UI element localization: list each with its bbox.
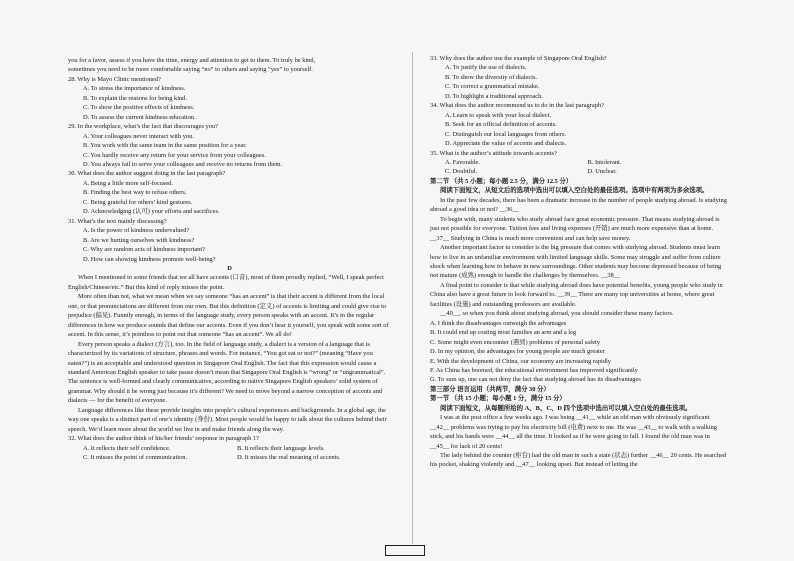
passage-paragraph: The lady behind the counter (柜台) had the old man in such a state (状态) further __46__ 20 cents. He searched his pocket, shaking violently and __47__ looking upset. But instead of letting the xyxy=(430,452,727,469)
question-stem: 31. What’s the text mainly discussing? xyxy=(68,217,167,225)
answer-option: B. You work with the same team in the same position for a year. xyxy=(83,142,247,150)
answer-option: D. It misses the real meaning of accents. xyxy=(237,454,341,462)
answer-option: A. To stress the importance of kindness. xyxy=(83,85,186,93)
answer-option: A. Learn to speak with your local dialect. xyxy=(445,111,551,119)
passage-paragraph: More often than not, what we mean when we say someone “has an accent” is that their accent is different from the local one, or that pronunciations are different from our own. But this definition (定义) of accents is limiting and could give rise to prejudice (偏见). Funnily enough, in terms of the language study, every person speaks with an accent. It’s in the regular differences in how we produce sounds that define our accents. Even if you don’t hear it yourself, you speak with some sort of accent. In this sense, it’s pointless to point out that someone “has an accent”. We all do! xyxy=(68,293,389,339)
passage-paragraph: When I mentioned to some friends that we all have accents (口音), most of them proudly replied, “Well, I speak perfect English/Chinese/etc.” But this kind of reply misses the point. xyxy=(68,274,384,291)
answer-option: D. How can showing kindness promote well-being? xyxy=(83,255,216,263)
section-header: 第一节 （共 15 小题；每小题 1 分，满分 15 分） xyxy=(430,395,566,403)
question-stem: 32. What does the author think of his/her friends’ response in paragraph 1? xyxy=(68,435,259,443)
passage-paragraph: To begin with, many students who study abroad face great economic pressure. That means studying abroad is just not possible for everyone. Tuition fees and living expenses (开销) are much more expensive than at home. __37__ Studying in China is much more convenient and can help save money. xyxy=(430,215,720,242)
fill-option: F. As China has boomed, the educational environment has improved significantly xyxy=(430,366,638,374)
answer-option: C. To show the positive effects of kindness. xyxy=(83,104,195,112)
answer-option: D. To highlight a traditional approach. xyxy=(445,92,543,100)
answer-option: C. It misses the point of communication. xyxy=(83,454,188,462)
answer-option: A. Being a little more self-focused. xyxy=(83,179,173,187)
answer-option: D. Appreciate the value of accents and dialects. xyxy=(445,140,567,148)
passage-paragraph: Another important factor to consider is the big pressure that comes with studying abroad. Students must learn how to live in an unfamiliar environment with limited language skills. Some may struggle and suffer from culture shock when learning how to behave in new surroundings. Other students may become depressed because of being not mature (成熟) enough to handle the challenges by themselves. __38__ xyxy=(430,244,722,280)
fill-option: C. Some might even encounter (遇到) problems of personal safety xyxy=(430,338,601,346)
question-stem: 30. What does the author suggest doing in the last paragraph? xyxy=(68,170,226,178)
section-instruction: 阅读下面短文，从每题所给的 A、B、C、D 四个选项中选出可以填入空白处的最佳选项。 xyxy=(440,404,692,412)
answer-option: A. Is the power of kindness undervalued? xyxy=(83,227,190,235)
part-header: 第三部分 语言运用（共两节，满分 30 分） xyxy=(430,385,550,393)
answer-option: B. It reflects their language levels. xyxy=(237,444,325,452)
answer-option: C. Being grateful for others’ kind gestures. xyxy=(83,198,193,206)
section-header: 第二节 （共 5 小题；每小题 2.5 分，满分 12.5 分） xyxy=(430,177,573,185)
passage-paragraph: Language differences like these provide insights into people’s cultural experiences and backgrounds. In a global age, the way one speaks is a distinct part of one’s identity (身份). Most people would be happy to talk about the cultures behind their speech. We’d learn more about the world we live in and make friends along the way. xyxy=(68,406,387,433)
right-column xyxy=(430,54,730,470)
passage-paragraph: I was at the post office a few weeks ago. I was being __41__ while an old man with obviously significant __42__ problems was trying to pay his electricity bill (电费) next to me. He was __43__ to walk with a walking stick, and his hands were __44__ all the time. It looked as if he were going to fall. I found the old man was in __45__ for lack of 20 cents! xyxy=(430,414,717,450)
intro-line: you for a favor, assess if you have the time, energy and attention to get to them. To truly be kind, xyxy=(68,57,316,64)
option-row xyxy=(68,453,391,462)
answer-option: A. Your colleagues never interact with you. xyxy=(83,132,194,140)
answer-option: B. Are we hurting ourselves with kindness? xyxy=(83,236,195,244)
column-divider xyxy=(412,52,413,544)
answer-option: C. Distinguish our local languages from others. xyxy=(445,130,567,138)
passage-paragraph: Every person speaks a dialect (方言), too. In the field of language study, a dialect is a version of a language that is characterized by its variations of structure, phrases and words. For instance, “You got eat or not?” (meaning “Have you eaten?”) is an acceptable and understood question in Singapore Oral English. The fact that this expression would cause a standard American English speaker to take pause doesn’t mean that Singapore Oral English is “wrong” or “ungrammatical”. The sentence is well-formed and clearly communicative, according to native Singapore English speakers’ solid system of grammar. Why should it be wrong just because it’s different? We need to move beyond a narrow conception of accents and dialects — for the benefit of everyone. xyxy=(68,340,386,405)
answer-option: D. Unclear. xyxy=(587,168,617,176)
question-stem: 35. What is the author’s attitude towards accents? xyxy=(430,149,557,157)
option-row xyxy=(68,444,391,453)
fill-option: G. To sum up, one can not deny the fact that studying abroad has its disadvantages xyxy=(430,376,641,384)
answer-option: D. You always fail to serve your colleagues and receive no returns from them. xyxy=(83,160,283,168)
answer-option: D. To assess the current kindness education. xyxy=(83,113,196,121)
option-row xyxy=(430,167,730,176)
left-column xyxy=(68,56,391,462)
answer-option: B. To explain the reasons for being kind. xyxy=(83,94,187,102)
answer-option: A. It reflects their self confidence. xyxy=(83,444,171,452)
intro-line: sometimes you need to be more comfortable saying “no” to others and saying “yes” to yourself. xyxy=(68,66,313,74)
answer-option: B. Intolerant. xyxy=(587,158,622,166)
passage-paragraph: __40__, so when you think about studying abroad, you should consider these many factors. xyxy=(440,310,674,318)
page-number-box xyxy=(385,545,425,556)
fill-option: B. It could end up costing most families an arm and a leg xyxy=(430,329,577,337)
answer-option: C. Why are random acts of kindness important? xyxy=(83,246,205,254)
question-stem: 29. In the workplace, what’s the fact that discourages you? xyxy=(68,123,218,131)
answer-option: C. Doubtful. xyxy=(445,168,478,176)
answer-option: B. Seek for an official definition of accents. xyxy=(445,121,557,129)
passage-paragraph: A final point to consider is that while studying abroad does have potential benefits, young people who study in China also have a great future to look forward to. __39__ There are many top universities at home, where great facilities (设施) and outstanding professors are available. xyxy=(430,281,723,308)
fill-option: A. I think the disadvantages outweigh the advantages xyxy=(430,319,567,327)
answer-option: C. To correct a grammatical mistake. xyxy=(445,83,540,91)
section-instruction: 阅读下面短文，从短文后的选项中选出可以填入空白处的最佳选项。选项中有两项为多余选项。 xyxy=(440,187,709,195)
option-row xyxy=(430,158,730,167)
question-stem: 33. Why does the author use the example of Singapore Oral English? xyxy=(430,55,607,62)
answer-option: B. Finding the best way to refuse others. xyxy=(83,189,187,197)
section-letter: D xyxy=(227,264,232,272)
answer-option: A. Favorable. xyxy=(445,158,480,166)
passage-paragraph: In the past few decades, there has been a dramatic increase in the number of people studying abroad. Is studying abroad a good idea or not? __36__ xyxy=(430,196,727,214)
answer-option: C. You hardly receive any return for your service from your colleagues. xyxy=(83,151,266,159)
answer-option: A. To justify the use of dialects. xyxy=(445,64,527,72)
answer-option: D. Acknowledging (认可) your efforts and sacrifices. xyxy=(83,208,220,216)
answer-option: B. To show the diversity of dialects. xyxy=(445,73,538,81)
question-stem: 28. Why is Mayo Clinic mentioned? xyxy=(68,75,161,83)
fill-option: E. With the development of China, our economy are increasing rapidly xyxy=(430,357,611,365)
fill-option: D. In my opinion, the advantages for young people are much greater xyxy=(430,348,605,356)
question-stem: 34. What does the author recommend us to do in the last paragraph? xyxy=(430,102,604,110)
